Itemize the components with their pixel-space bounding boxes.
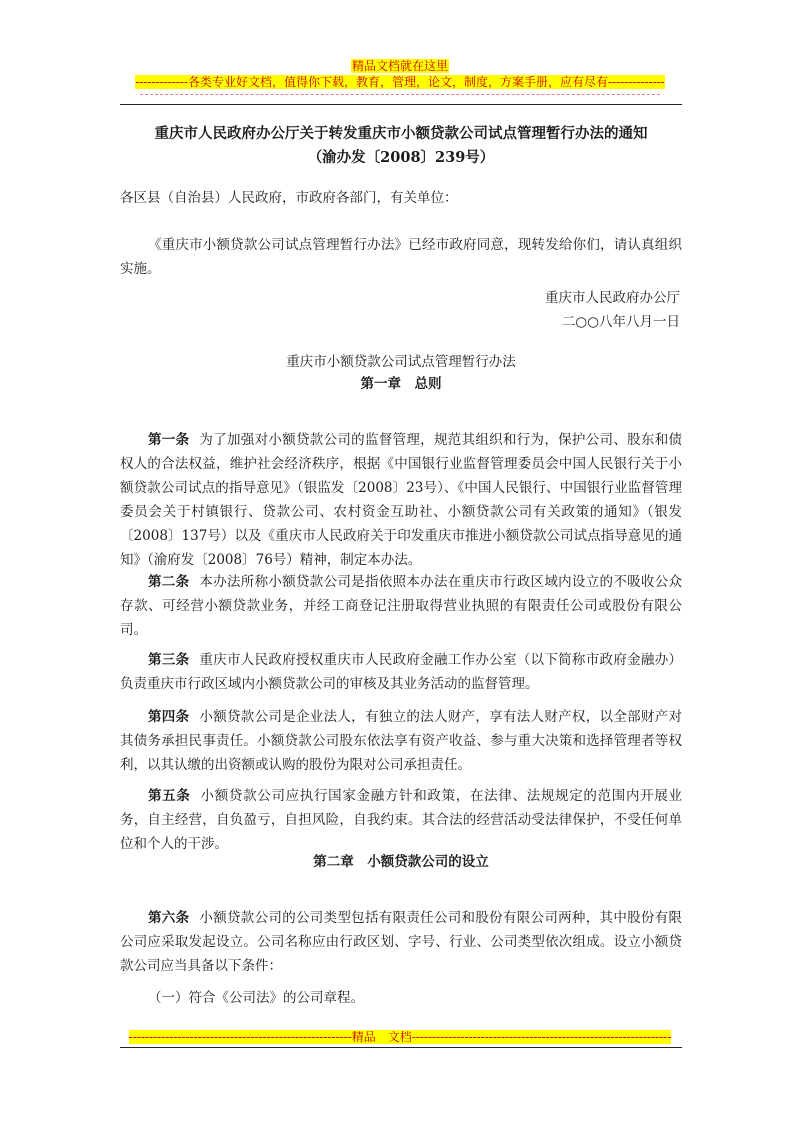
article-text: 本办法所称小额贷款公司是指依照本办法在重庆市行政区域内设立的不吸收公众存款、可经营小额贷款业务，并经工商登记注册取得营业执照的有限责任公司或股份有限公司。 xyxy=(120,574,683,638)
article-1 xyxy=(120,428,682,572)
article-label: 第三条 xyxy=(148,652,190,668)
chapter-2-heading: 第二章 小额贷款公司的设立 xyxy=(313,854,489,870)
article-6 xyxy=(120,906,682,978)
chapter-1-heading: 第一章 总则 xyxy=(360,376,442,392)
header-rule xyxy=(120,104,682,105)
article-text: 小额贷款公司应执行国家金融方针和政策，在法律、法规规定的范围内开展业务，自主经营，自负盈亏，自担风险，自我约束。其合法的经营活动受法律保护，不受任何单位和个人的干涉。 xyxy=(120,788,683,852)
header-banner: -------------各类专业好文档，值得你下载，教育，管理，论文，制度，方案手册，应有尽有-------------- xyxy=(135,75,665,89)
footer-banner: -------------------------------------------------------精品 文档---------------------------------------------------------------- xyxy=(128,1030,672,1044)
article-label: 第一条 xyxy=(148,432,190,448)
article-label: 第五条 xyxy=(148,788,191,804)
header-top: 精品文档就在这里 xyxy=(351,59,448,73)
article-5 xyxy=(120,784,682,856)
document-title: 重庆市人民政府办公厅关于转发重庆市小额贷款公司试点管理暂行办法的通知 xyxy=(154,125,648,142)
article-label: 第二条 xyxy=(148,574,190,590)
article-label: 第四条 xyxy=(148,709,190,725)
footer-rule xyxy=(120,1047,682,1048)
document-number: （渝办发〔2008〕239号） xyxy=(307,149,495,166)
article-3 xyxy=(120,648,682,696)
article-text: 为了加强对小额贷款公司的监督管理，规范其组织和行为，保护公司、股东和债权人的合法权益，维护社会经济秩序，根据《中国银行业监督管理委员会中国人民银行关于小额贷款公司试点的指导意见》（银监发〔2008〕23号）、《中国人民银行、中国银行业监督管理委员会关于村镇银行、贷款公司、农村资金互助社、小额贷款公司有关政策的通知》（银发〔2008〕137号）以及《重庆市人民政府关于印发重庆市推进小额贷款公司试点指导意见的通知》（渝府发〔2008〕76号）精神，制定本办法。 xyxy=(120,432,683,568)
article-text: 小额贷款公司是企业法人，有独立的法人财产，享有法人财产权，以全部财产对其债务承担民事责任。小额贷款公司股东依法享有资产收益、参与重大决策和选择管理者等权利，以其认缴的出资额或认购的股份为限对公司承担责任。 xyxy=(120,709,683,773)
notice-body: 《重庆市小额贷款公司试点管理暂行办法》已经市政府同意，现转发给你们，请认真组织实施。 xyxy=(120,237,682,277)
issue-date: 二○○八年八月一日 xyxy=(561,314,680,330)
issuer: 重庆市人民政府办公厅 xyxy=(545,290,680,306)
item-1: （一）符合《公司法》的公司章程。 xyxy=(148,990,364,1006)
article-text: 小额贷款公司的公司类型包括有限责任公司和股份有限公司两种，其中股份有限公司应采取发起设立。公司名称应由行政区划、字号、行业、公司类型依次组成。设立小额贷款公司应当具备以下条件： xyxy=(120,910,683,974)
measures-title: 重庆市小额贷款公司试点管理暂行办法 xyxy=(286,354,516,370)
article-text: 重庆市人民政府授权重庆市人民政府金融工作办公室（以下简称市政府金融办）负责重庆市行政区域内小额贷款公司的审核及其业务活动的监督管理。 xyxy=(120,652,683,692)
article-label: 第六条 xyxy=(148,910,190,926)
article-4 xyxy=(120,705,682,777)
addressee: 各区县（自治县）人民政府，市政府各部门，有关单位： xyxy=(120,190,458,206)
article-2 xyxy=(120,570,682,642)
header-dashed-line xyxy=(140,94,660,95)
